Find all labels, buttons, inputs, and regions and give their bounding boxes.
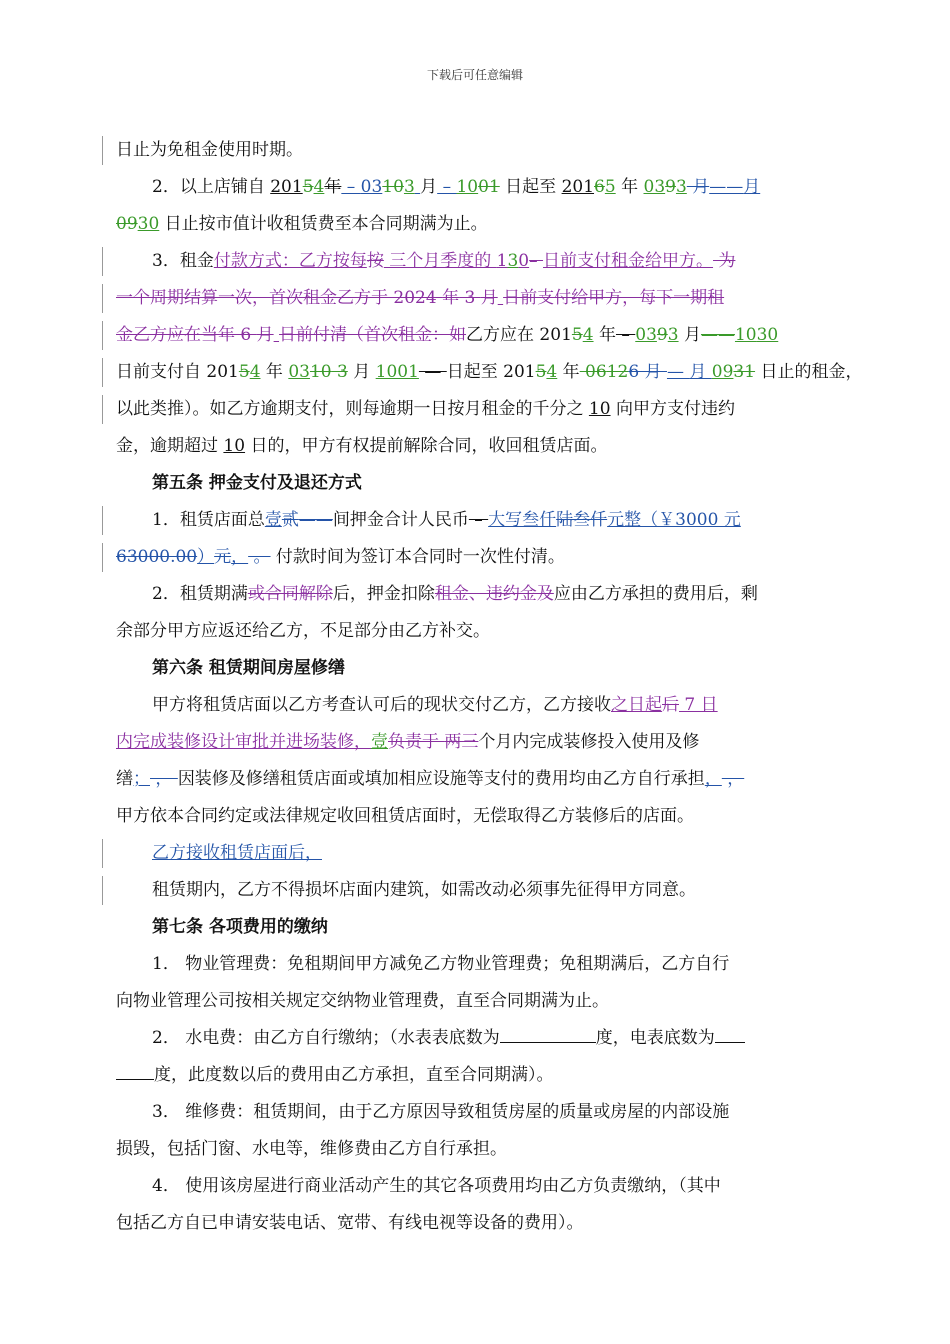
document-body <box>116 132 863 1242</box>
text-run: 损毁，包括门窗、水电等，维修费由乙方自行承担。 <box>116 1139 507 1159</box>
text-run: 30 <box>137 214 160 234</box>
text-run: ） <box>197 547 215 567</box>
text-run: 10 <box>734 325 757 345</box>
text-run: 5 <box>238 362 250 382</box>
text-run: 金乙方应在当年 <box>116 325 235 345</box>
text-run: 30 <box>756 325 779 345</box>
text-run: 10 <box>309 362 332 382</box>
text-run: 日起至 201 <box>446 362 536 382</box>
page-header: 下载后可任意编辑 <box>426 68 523 82</box>
text-run: 10 <box>456 177 479 197</box>
text-run: 10 <box>223 436 246 456</box>
text-run: 1． 物业管理费：免租期间甲方减免乙方物业管理费；免租期满后，乙方自行 <box>152 954 730 974</box>
text-line <box>116 946 841 983</box>
text-run: 日起至 <box>499 177 562 197</box>
text-run: 1 <box>496 251 508 271</box>
text-run: 日的，甲方有权提前解除合同，收回租赁店面。 <box>245 436 608 456</box>
text-run: 3 <box>459 288 481 308</box>
text-run: 第七条 各项费用的缴纳 <box>152 917 328 937</box>
text-run: 3 <box>667 325 679 345</box>
text-run: 内完成装修设计审批并进场装修， <box>116 732 371 752</box>
text-run: —— <box>700 325 735 345</box>
text-run: 三个月季度的 <box>383 251 497 271</box>
text-run: – <box>468 510 489 530</box>
text-run: 201 <box>561 177 595 197</box>
text-run: 3 <box>331 362 348 382</box>
text-run: 0 <box>518 251 530 271</box>
text-run: 乙方接收租赁店面后， <box>152 843 322 863</box>
text-run: ； <box>133 769 150 789</box>
text-run: 01 <box>478 177 500 197</box>
text-run: 3． 维修费：租赁期间，由于乙方原因导致租赁房屋的质量或房屋的内部设施 <box>152 1102 730 1122</box>
text-line <box>116 613 841 650</box>
text-run: ， <box>721 769 745 789</box>
text-run: ， <box>150 769 178 789</box>
text-line <box>116 354 863 391</box>
text-run: — <box>666 362 690 382</box>
text-run: — <box>418 362 447 382</box>
text-run: 1．租赁店面总 <box>152 510 265 530</box>
text-run: 日前支付自 201 <box>116 362 239 382</box>
text-line <box>116 317 841 354</box>
text-run: 陆叁仟 <box>556 510 608 530</box>
text-run: 向甲方支付违约 <box>610 399 735 419</box>
text-run: 06 <box>579 362 607 382</box>
text-run: 日前付清 <box>279 325 348 345</box>
text-run: 包括乙方自已申请安装电话、宽带、有线电视等设备的费用）。 <box>116 1213 584 1233</box>
text-run: 4 <box>582 325 594 345</box>
text-line <box>116 132 841 169</box>
text-run: 第五条 押金支付及退还方式 <box>152 473 362 493</box>
text-run: 1001 <box>375 362 419 382</box>
text-run: 年 <box>615 177 644 197</box>
text-run: – <box>529 251 544 271</box>
text-line <box>116 539 841 576</box>
text-run: 5 <box>604 177 616 197</box>
text-run: 9 <box>665 177 676 197</box>
text-run: 向物业管理公司按相关规定交纳物业管理费，直至合同期满为止。 <box>116 991 609 1011</box>
text-run: – <box>341 177 361 197</box>
text-run: 两三 <box>444 732 479 752</box>
text-run: （首次租金：如 <box>347 325 467 345</box>
text-run: 09 <box>711 362 734 382</box>
text-line <box>116 576 841 613</box>
text-run: 日止的租金， <box>755 362 863 382</box>
text-run: 3 <box>403 177 415 197</box>
text-run: 贰 <box>281 510 299 530</box>
text-run: 日止按市值计收租赁费至本合同期满为止。 <box>159 214 488 234</box>
text-line <box>116 1131 841 1168</box>
text-run: 3 <box>507 251 519 271</box>
text-run: 5 <box>571 325 583 345</box>
text-line <box>116 243 841 280</box>
text-line <box>116 724 841 761</box>
text-run: 3．租金 <box>152 251 214 271</box>
text-run: 03 <box>635 325 657 345</box>
text-run: 甲方依本合同约定或法律规定收回租赁店面时，无偿取得乙方装修后的店面。 <box>116 806 694 826</box>
text-run: – <box>615 325 636 345</box>
text-run: 以此类推）。如乙方逾期支付，则每逾期一日按月租金的千分之 <box>116 399 589 419</box>
text-run: 6 <box>235 325 257 345</box>
text-run: 4． 使用该房屋进行商业活动产生的其它各项费用均由乙方负责缴纳，（其中 <box>152 1176 721 1196</box>
text-run: 应由乙方承担的费用后，剩 <box>553 584 758 604</box>
text-run: 31 <box>733 362 756 382</box>
text-run: 月 <box>420 177 438 197</box>
text-run: 2． 水电费：由乙方自行缴纳；（水表表底数为 <box>152 1028 500 1048</box>
text-line <box>116 391 841 428</box>
text-run: 6 <box>594 177 605 197</box>
text-run: 年 <box>593 325 616 345</box>
text-run: 4 <box>546 362 558 382</box>
text-line <box>116 1205 841 1242</box>
text-run: 一个周期结算一次，首次租金乙方于 <box>116 288 388 308</box>
text-line <box>116 280 841 317</box>
text-run: 或合同解除 <box>247 584 333 604</box>
text-line <box>116 687 841 724</box>
text-run: 10 <box>588 399 611 419</box>
text-run: 之日起 <box>611 695 662 715</box>
text-run: 09 <box>116 214 138 234</box>
text-line <box>116 428 841 465</box>
text-run: 负责于 <box>388 732 445 752</box>
text-run: 大写叁仟 <box>488 510 557 530</box>
text-line <box>116 206 841 243</box>
text-line <box>116 798 841 835</box>
text-run: 租赁期内，乙方不得损坏店面内建筑，如需改动必须事先征得甲方同意。 <box>152 880 696 900</box>
text-run: 4 <box>313 177 325 197</box>
text-line <box>116 169 841 206</box>
text-run: 壹 <box>371 732 388 752</box>
text-run: 度，此度数以后的费用由乙方承担，直至合同期满）。 <box>154 1065 554 1085</box>
text-run: 7 日 <box>679 695 718 715</box>
text-run: 为 <box>713 251 736 271</box>
text-run: 余部分甲方应返还给乙方，不足部分由乙方补交。 <box>116 621 490 641</box>
text-run: 6 月 <box>628 362 667 382</box>
text-run: 12 <box>606 362 629 382</box>
text-run: 甲方将租赁店面以乙方考查认可后的现状交付乙方，乙方接收 <box>152 695 611 715</box>
fill-in-blank <box>116 1059 154 1080</box>
text-run: 2．租赁期满 <box>152 584 248 604</box>
text-run: —— <box>709 177 744 197</box>
text-run: 月 <box>480 288 498 308</box>
text-run: ， <box>704 769 722 789</box>
text-run: 。 <box>248 547 271 567</box>
text-run: 金，逾期超过 <box>116 436 224 456</box>
text-run: 日止为免租金使用时期。 <box>116 140 303 160</box>
text-line <box>116 1094 841 1131</box>
text-run: 201 <box>270 177 303 197</box>
text-line <box>116 909 841 946</box>
text-line <box>116 502 841 539</box>
text-run: 月 <box>678 325 701 345</box>
text-run: ， <box>231 547 249 567</box>
text-line <box>116 1168 841 1205</box>
fill-in-blank <box>715 1022 745 1043</box>
text-run: 乙方应在 201 <box>466 325 572 345</box>
text-run: 壹 <box>264 510 282 530</box>
text-run: 元 <box>214 547 232 567</box>
text-run: 月 <box>256 325 274 345</box>
text-line <box>116 650 841 687</box>
text-run: 10 <box>382 177 404 197</box>
text-run: 年 <box>324 177 342 197</box>
text-run: 月 <box>743 177 761 197</box>
text-run: 缮 <box>116 769 133 789</box>
text-run: – <box>437 177 457 197</box>
text-run: 个月内完成装修投入使用及修 <box>478 732 700 752</box>
text-run: 9 <box>656 325 668 345</box>
text-run: 付款时间为签订本合同时一次性付清。 <box>270 547 565 567</box>
text-run: 按 <box>366 251 384 271</box>
text-run: 后，押金扣除 <box>332 584 435 604</box>
text-run: 5 <box>535 362 547 382</box>
text-run: 03 <box>288 362 310 382</box>
text-line <box>116 872 841 909</box>
text-run: 月 <box>689 362 712 382</box>
text-line <box>116 1020 841 1057</box>
text-run: 日前支付租金给甲方。 <box>543 251 714 271</box>
text-run: 月 <box>686 177 710 197</box>
text-run: 2024 <box>388 288 443 308</box>
text-line <box>116 761 841 798</box>
text-line <box>116 835 841 872</box>
text-run: 年 <box>260 362 289 382</box>
text-run: 2．以上店铺自 <box>152 177 271 197</box>
fill-in-blank <box>500 1022 596 1043</box>
text-run: 租金、违约金及 <box>434 584 554 604</box>
text-run: 第六条 租赁期间房屋修缮 <box>152 658 345 678</box>
text-run: 63000.00 <box>116 547 198 567</box>
text-run: 年 <box>557 362 580 382</box>
text-run: 度，电表底数为 <box>595 1028 715 1048</box>
text-run: 03 <box>360 177 383 197</box>
text-run: —— <box>298 510 333 530</box>
text-run: 因装修及修缮租赁店面或填加相应设施等支付的费用均由乙方自行承担 <box>177 769 705 789</box>
text-run: 日前支付给甲方，每下一期租 <box>503 288 725 308</box>
text-run: 03 <box>643 177 666 197</box>
text-line <box>116 465 841 502</box>
text-line <box>116 983 841 1020</box>
text-run: 付款方式：乙方按每 <box>213 251 367 271</box>
text-run: 3 <box>675 177 687 197</box>
text-run: 后 <box>662 695 679 715</box>
text-run: 5 <box>302 177 314 197</box>
text-run: 月 <box>347 362 376 382</box>
text-run: 4 <box>249 362 261 382</box>
text-run: 间押金合计人民币 <box>332 510 469 530</box>
text-line <box>116 1057 841 1094</box>
text-run: 年 <box>442 288 460 308</box>
text-run: 元整（￥3000 元 <box>607 510 741 530</box>
